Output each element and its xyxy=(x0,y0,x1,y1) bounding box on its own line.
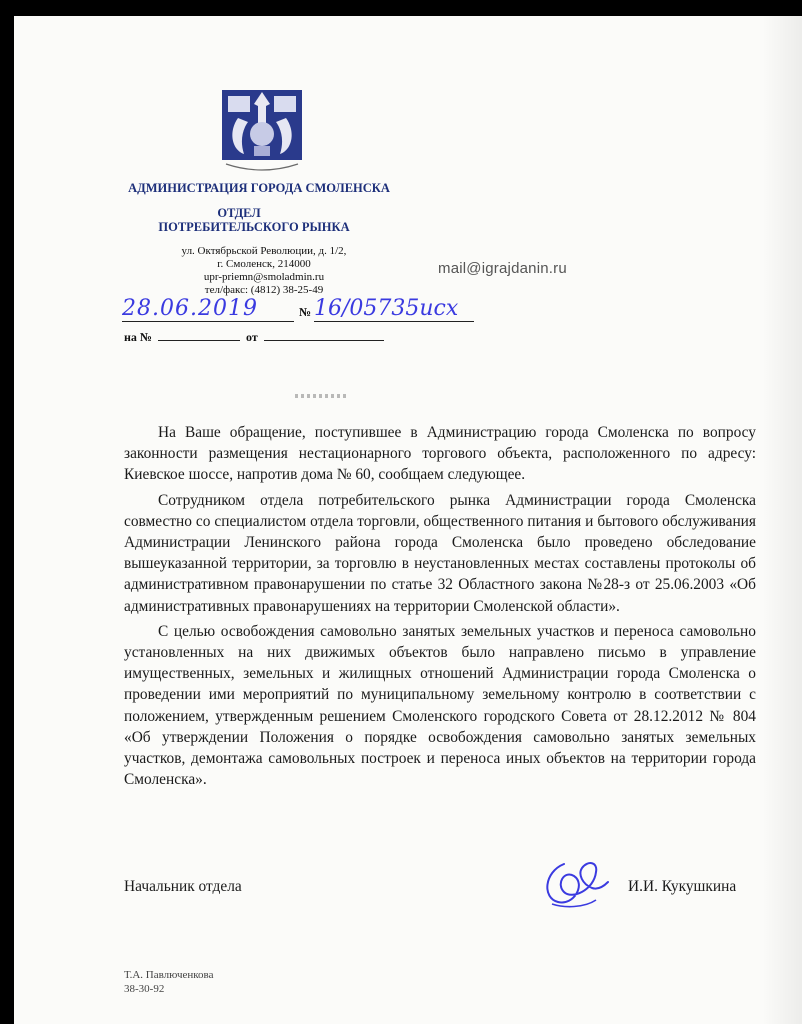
signatory-title: Начальник отдела xyxy=(124,878,242,895)
signatory-name: И.И. Кукушкина xyxy=(628,878,737,895)
address-block xyxy=(164,245,364,297)
letter-page xyxy=(14,16,802,1024)
reference-number-label: на № xyxy=(124,330,152,344)
executor-name: Т.А. Павлюченкова xyxy=(124,969,214,981)
letter-body xyxy=(124,422,756,790)
smolensk-coat-of-arms-icon xyxy=(218,84,306,176)
number-underline xyxy=(314,321,474,322)
body-paragraph-3: С целью освобождения самовольно занятых земельных участков и переноса самовольно установленных на них движимых объектов было направлено письмо в управление имущественных, земельных и жилищных отношений Администрации города Смоленска о проведении ими мероприятий по муниципальному земельному контролю в соответствии с положением, утвержденным решением Смоленского городского Совета от 28.12.2012 № 804 «Об утверждении Положения о порядке освобождения самовольно занятых земельных участков, демонтажа самовольных построек и переноса иных объектов на территории города Смоленска». xyxy=(124,622,756,789)
executor-phone: 38-30-92 xyxy=(124,983,165,995)
department-name: ПОТРЕБИТЕЛЬСКОГО РЫНКА xyxy=(158,220,350,234)
body-paragraph-2: Сотрудником отдела потребительского рынка Администрации города Смоленска совместно со специалистом отдела торговли, общественного питания и бытового обслуживания Администрации Ленинского района города Смоленска было проведено обследование вышеуказанной территории, за торговлю в неустановленных местах составлены протоколы об административном правонарушении по статье 32 Областного закона №28-з от 25.06.2003 «Об административных правонарушениях на территории Смоленской области». xyxy=(124,491,756,615)
reference-date-blank xyxy=(264,330,384,341)
address-email: upr-priemn@smoladmin.ru xyxy=(203,271,325,283)
reference-from-label: от xyxy=(245,330,258,344)
address-street: ул. Октябрьской Революции, д. 1/2, xyxy=(181,245,347,257)
registration-date: 28.06.2019 xyxy=(122,296,258,321)
registration-number-label: № xyxy=(299,305,312,319)
date-underline xyxy=(122,321,294,322)
address-phone: тел/факс: (4812) 38-25-49 xyxy=(204,284,324,296)
recipient-email-stamp: mail@igrajdanin.ru xyxy=(438,260,567,277)
body-paragraph-1: На Ваше обращение, поступившее в Администрацию города Смоленска по вопросу законности размещения нестационарного торгового объекта, расположенного по адресу: Киевское шоссе, напротив дома № 60, сообщаем следующее. xyxy=(124,424,756,484)
reference-number-blank xyxy=(158,330,240,341)
scan-artifact xyxy=(295,394,347,398)
executor-block xyxy=(124,968,214,996)
registration-number: 16/05735исх xyxy=(314,296,459,321)
department-title: ОТДЕЛ xyxy=(217,206,261,220)
reference-line xyxy=(124,330,384,345)
handwritten-signature-icon xyxy=(534,854,614,914)
address-city: г. Смоленск, 214000 xyxy=(217,258,311,270)
organization-name: АДМИНИСТРАЦИЯ ГОРОДА СМОЛЕНСКА xyxy=(128,181,390,195)
